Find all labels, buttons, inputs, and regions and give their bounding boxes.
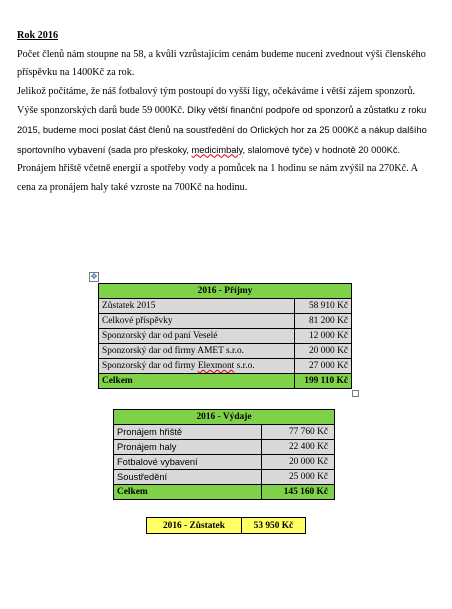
expense-label: Pronájem hřiště [114,425,262,440]
paragraph-sponsors-text-d: , slalomové tyče) v hodnotě 20 000Kč. [242,144,401,155]
income-total-value: 199 110 Kč [295,374,352,389]
income-value: 12 000 Kč [295,329,352,344]
expense-table-title: 2016 - Výdaje [114,410,335,425]
income-label: Zůstatek 2015 [99,299,295,314]
income-label-part: Sponzorský dar od firmy [102,361,198,371]
section-heading: Rok 2016 [17,30,59,41]
misspelled-word: medicimbaly [191,144,243,155]
expense-value: 20 000 Kč [262,455,335,470]
table-resize-handle-icon[interactable] [352,390,359,397]
balance-value [241,518,305,534]
balance-table [146,517,306,534]
paragraph-sponsors [17,83,437,160]
paragraph-members [17,46,437,83]
expense-total-value: 145 160 Kč [262,485,335,500]
expense-label: Soustředění [114,470,262,485]
paragraph-sponsors-text-b: Díky větší finanční podpoře od sponzorů a zůstatku z roku 2015, budeme moci poslat část členů na soustředění do Orlických hor za 25 000Kč a nákup dalšího sportovního vybavení (sada pro přeskoky, [17,105,427,155]
expense-total-row [114,485,335,500]
table-row [99,314,352,329]
income-label: Sponzorský dar od firmy AMET s.r.o. [99,344,295,359]
expense-table [113,409,335,500]
income-label-part: s.r.o. [234,361,255,371]
income-value: 20 000 Kč [295,344,352,359]
income-total-label: Celkem [99,374,295,389]
balance-value-text: 53 950 Kč [253,520,294,531]
income-table-title-row [99,284,352,299]
income-label: Celkové příspěvky [99,314,295,329]
income-value: 81 200 Kč [295,314,352,329]
misspelled-word: Elexmont [197,361,235,371]
paragraph-rent-text: Pronájem hřiště včetně energií a spotřeby vody a pomůcek na 1 hodinu se nám zvýšil na 270Kč. A cena za pronájem haly také vzroste na 700Kč na hodinu. [17,163,418,193]
income-label [99,359,295,374]
table-row [99,344,352,359]
balance-label: 2016 - Zůstatek [147,518,242,534]
paragraph-rent [17,160,437,197]
income-table-title: 2016 - Příjmy [99,284,352,299]
paragraph-members-text: Počet členů nám stoupne na 58, a kvůli vzrůstajícím cenám budeme nuceni zvednout výši členského příspěvku na 1400Kč za rok. [17,48,426,79]
table-row [99,299,352,314]
expense-value: 25 000 Kč [262,470,335,485]
paragraph-sponsors-text-a: Jelikož počítáme, že náš fotbalový tým postoupí do vyšší ligy, očekáváme i větší zájem sponzorů. Výše sponzorských darů bude 59 000Kč. [17,85,415,117]
expense-total-label: Celkem [114,485,262,500]
income-table [98,283,352,389]
table-row [99,359,352,374]
income-label: Sponzorský dar od paní Veselé [99,329,295,344]
income-value: 58 910 Kč [295,299,352,314]
balance-row [147,518,306,534]
income-value: 27 000 Kč [295,359,352,374]
table-row [114,455,335,470]
table-move-handle-icon[interactable]: ✥ [90,272,98,281]
expense-value: 22 400 Kč [262,440,335,455]
table-row [99,329,352,344]
table-row [114,470,335,485]
expense-table-title-row [114,410,335,425]
expense-label: Fotbalové vybavení [114,455,262,470]
table-row [114,425,335,440]
document-text [17,27,437,197]
expense-value: 77 760 Kč [262,425,335,440]
income-total-row [99,374,352,389]
table-row [114,440,335,455]
expense-label: Pronájem haly [114,440,262,455]
